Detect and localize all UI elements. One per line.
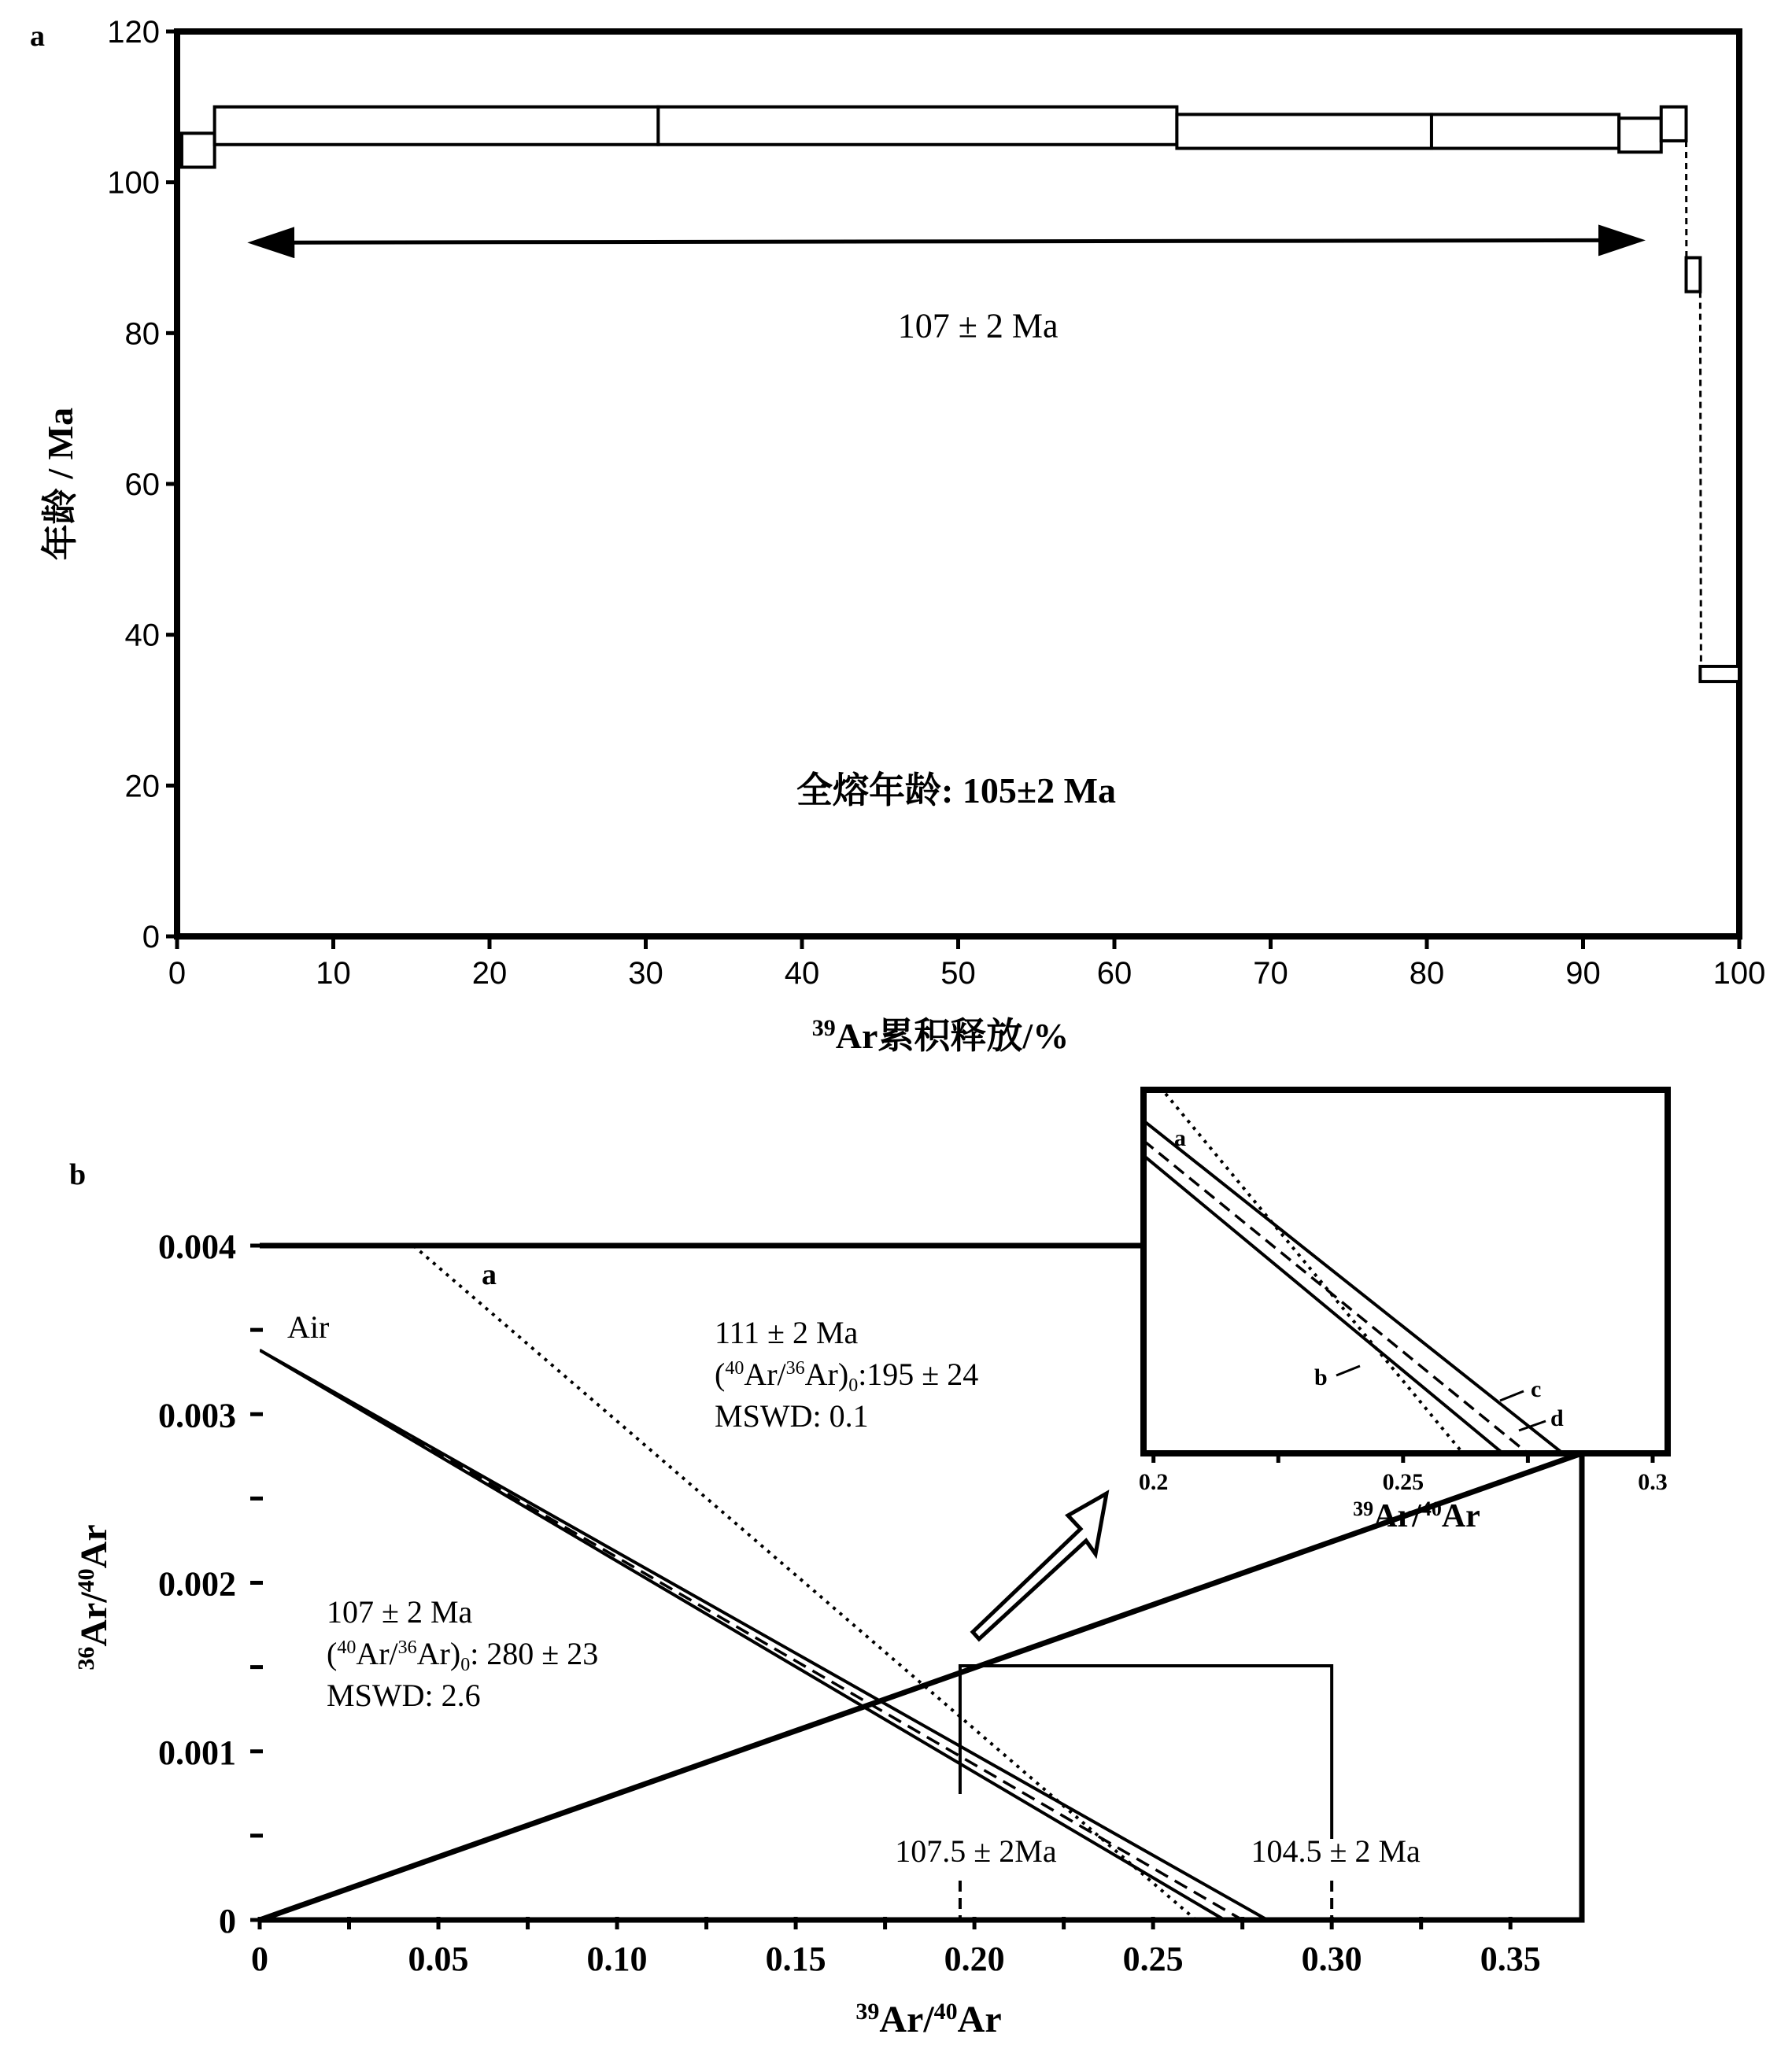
panel-a-x-axis-label-superscript: 39 (811, 1015, 836, 1041)
lower-ratio-value: : 280 ± 23 (470, 1636, 599, 1671)
upper-initial-ratio (715, 1357, 978, 1396)
a-x-tick-label: 10 (316, 956, 351, 991)
inset-frame (1144, 1090, 1668, 1453)
b-x-tick-label: 0.05 (408, 1940, 469, 1978)
a-y-tick-label: 20 (124, 769, 160, 804)
inset-x-axis-label-sup-1: 39 (1353, 1497, 1374, 1520)
panel-a-plateau-age-label: 107 ± 2 Ma (897, 306, 1059, 345)
a-x-tick-label: 50 (940, 956, 976, 991)
age-step-7 (1661, 107, 1687, 141)
upper-ratio-close: Ar) (804, 1357, 849, 1392)
inset-x-axis-label-end: Ar (1441, 1498, 1480, 1534)
a-x-tick-label: 30 (628, 956, 663, 991)
step-connector (1700, 292, 1701, 666)
lower-age: 107 ± 2 Ma (327, 1594, 473, 1630)
age-step-2 (215, 107, 659, 145)
panel-b-annotation-upper (715, 1315, 978, 1434)
lower-ratio-close: Ar) (416, 1636, 461, 1671)
a-y-tick-label: 120 (107, 15, 160, 50)
panel-b-y-axis-label-sup-2: 40 (73, 1568, 99, 1593)
b-x-tick-label: 0.25 (1122, 1940, 1184, 1978)
b-x-tick-label: 0.15 (765, 1940, 826, 1978)
inset-x-tick-label: 0.2 (1138, 1469, 1169, 1495)
panel-b-x-axis-label-mid: Ar/ (879, 1999, 934, 2040)
panel-a-x-axis-label (812, 1015, 1069, 1056)
lower-ratio-sup-2: 36 (397, 1637, 417, 1658)
panel-b-line-a-label: a (482, 1258, 497, 1291)
age-step-9 (1700, 666, 1739, 681)
upper-age: 111 ± 2 Ma (715, 1315, 859, 1350)
inset-line-a-label: a (1174, 1125, 1186, 1151)
zoom-arrow (973, 1493, 1107, 1639)
panel-a-x-axis-label-text: Ar累积释放/% (835, 1016, 1070, 1056)
inset-line-d-label: d (1550, 1405, 1564, 1431)
marker-left-label: 107.5 ± 2Ma (895, 1833, 1057, 1869)
b-y-tick-label: 0.002 (158, 1564, 236, 1604)
inset-x-axis-label-mid: Ar/ (1373, 1498, 1421, 1534)
inset-line-b-label: b (1314, 1364, 1328, 1390)
a-x-tick-label: 0 (168, 956, 187, 991)
inset-x-tick-label: 0.3 (1638, 1469, 1668, 1495)
age-bracket (960, 1666, 1332, 1839)
a-y-tick-label: 0 (142, 920, 160, 954)
panel-a-y-ticks (107, 15, 177, 954)
age-step-8 (1687, 258, 1701, 292)
panel-b-x-axis-label-sup-2: 40 (933, 1999, 958, 2025)
age-step-3 (658, 107, 1177, 145)
panel-a-x-ticks (168, 936, 1766, 991)
b-x-tick-label: 0.30 (1301, 1940, 1362, 1978)
upper-ratio-open: ( (715, 1357, 726, 1392)
b-x-tick-label: 0.20 (944, 1940, 1005, 1978)
b-y-tick-label: 0.003 (158, 1396, 236, 1435)
a-x-tick-label: 40 (784, 956, 820, 991)
panel-b-x-axis-label (855, 1999, 1001, 2040)
lower-ratio-sub: 0 (460, 1655, 471, 1675)
lower-ratio-mid: Ar/ (356, 1636, 398, 1671)
age-step-6 (1619, 118, 1661, 152)
upper-ratio-value: :195 ± 24 (858, 1357, 979, 1392)
panel-b-inset (1139, 1067, 1668, 1700)
upper-ratio-sup-1: 40 (725, 1358, 745, 1379)
panel-b-x-ticks (251, 1917, 1541, 1978)
age-step-1 (182, 133, 215, 167)
b-y-tick-label: 0 (219, 1902, 236, 1940)
b-y-tick-label: 0.001 (158, 1733, 236, 1772)
age-step-4 (1177, 114, 1432, 148)
a-y-tick-label: 40 (124, 618, 160, 653)
panel-a-label: a (30, 20, 45, 53)
a-x-tick-label: 60 (1096, 956, 1132, 991)
b-x-tick-label: 0 (251, 1940, 268, 1978)
panel-b-x-axis-label-sup-1: 39 (855, 1999, 880, 2025)
marker-right-label: 104.5 ± 2 Ma (1251, 1833, 1421, 1869)
upper-mswd: MSWD: 0.1 (715, 1398, 869, 1434)
b-x-tick-label: 0.35 (1480, 1940, 1541, 1978)
panel-b-y-axis-label-end: Ar (73, 1524, 115, 1569)
panel-b-y-ticks (158, 1228, 263, 1940)
a-x-tick-label: 100 (1713, 956, 1766, 991)
panel-b-y-axis-label (73, 1524, 115, 1670)
inset-x-axis-label-sup-2: 40 (1421, 1497, 1442, 1520)
b-x-tick-label: 0.10 (586, 1940, 648, 1978)
a-x-tick-label: 70 (1253, 956, 1288, 991)
a-x-tick-label: 20 (471, 956, 508, 991)
panel-a-total-fusion-age: 全熔年龄: 105±2 Ma (796, 770, 1116, 810)
lower-mswd: MSWD: 2.6 (327, 1678, 481, 1713)
panel-b-y-axis-label-sup-1: 36 (73, 1646, 99, 1671)
a-y-tick-label: 60 (124, 467, 160, 502)
lower-ratio-sup-1: 40 (337, 1637, 357, 1658)
panel-a-age-steps (182, 107, 1739, 681)
lower-ratio-open: ( (327, 1636, 338, 1671)
panel-b-y-axis-label-mid: Ar/ (73, 1592, 115, 1647)
upper-ratio-sub: 0 (848, 1375, 859, 1396)
inset-x-ticks (1139, 1450, 1668, 1495)
age-step-5 (1432, 114, 1619, 148)
inset-x-tick-label: 0.25 (1382, 1469, 1424, 1495)
panel-b-age-markers (960, 1666, 1332, 1920)
b-y-tick-label: 0.004 (158, 1228, 236, 1266)
lower-initial-ratio (327, 1636, 598, 1675)
a-y-tick-label: 80 (124, 316, 160, 352)
panel-b-label: b (69, 1158, 87, 1191)
panel-b (69, 1067, 1668, 2040)
panel-a-y-axis-label: 年龄 / Ma (40, 407, 80, 561)
panel-b-x-axis-label-end: Ar (957, 1999, 1002, 2040)
a-y-tick-label: 100 (107, 165, 160, 201)
upper-ratio-mid: Ar/ (744, 1357, 786, 1392)
panel-b-air-label: Air (287, 1309, 330, 1345)
panel-a-plateau-arrow (255, 240, 1638, 242)
upper-ratio-sup-2: 36 (785, 1358, 805, 1379)
isochron-line-1 (260, 1350, 1267, 1920)
inset-line-c-label: c (1531, 1376, 1542, 1402)
panel-a (30, 15, 1765, 1056)
panel-b-annotation-lower (327, 1594, 598, 1713)
a-x-tick-label: 90 (1565, 956, 1601, 991)
a-x-tick-label: 80 (1409, 956, 1445, 991)
